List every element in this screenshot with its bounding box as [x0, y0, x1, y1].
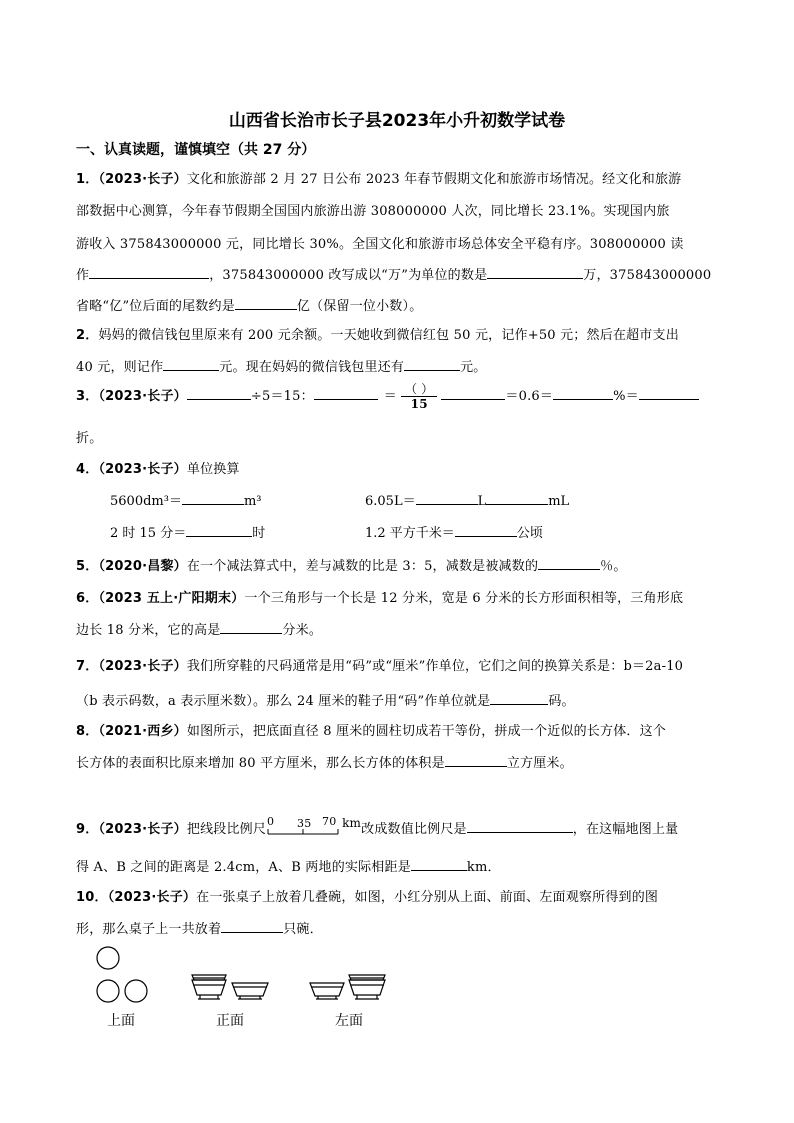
- answer-blank[interactable]: [89, 266, 209, 279]
- answer-blank[interactable]: [411, 858, 467, 871]
- scale-unit: km: [342, 816, 362, 830]
- answer-blank[interactable]: [163, 358, 219, 371]
- q4-line1: 4．（2023·长子）单位换算: [76, 462, 240, 477]
- answer-blank[interactable]: [445, 754, 507, 767]
- front-view: [192, 975, 268, 999]
- answer-blank[interactable]: [486, 492, 548, 505]
- answer-blank[interactable]: [538, 557, 600, 570]
- q1-source: （2023·长子）: [98, 172, 187, 187]
- q9-line2: 得 A、B 之间的距离是 2.4cm，A、B 两地的实际相距是 km．: [76, 860, 501, 875]
- answer-blank[interactable]: [186, 524, 252, 537]
- answer-blank[interactable]: [639, 387, 699, 400]
- q6-line1: 6．（2023 五上·广阳期末）一个三角形与一个长是 12 分米，宽是 6 分米的长方形面积相等，三角形底: [76, 591, 684, 606]
- scale-label-0: 0: [267, 815, 275, 828]
- answer-blank[interactable]: [235, 297, 297, 310]
- q1-line5: 省略“亿”位后面的尾数约是 亿（保留一位小数）。: [76, 299, 423, 314]
- answer-blank[interactable]: [467, 820, 573, 833]
- answer-blank[interactable]: [416, 492, 478, 505]
- q4-item-a: 5600dm³＝ m³: [110, 494, 262, 509]
- page-title: 山西省长治市长子县2023年小升初数学试卷: [228, 111, 566, 131]
- answer-blank[interactable]: [455, 524, 517, 537]
- q5-line1: 5．（2020·昌黎）在一个减法算式中，差与减数的比是 3：5，减数是被减数的 ％。: [76, 559, 627, 574]
- answer-blank[interactable]: [182, 492, 244, 505]
- answer-blank[interactable]: [314, 387, 378, 400]
- answer-blank[interactable]: [487, 266, 583, 279]
- answer-blank[interactable]: [220, 621, 282, 634]
- q3-line1: 3．（2023·长子） ÷5＝15： ＝ $\frac{( )}{15}$ ＝0.6＝ %＝: [76, 382, 699, 411]
- left-view: [310, 975, 385, 999]
- q1-line1: 1．（2023·长子）文化和旅游部 2 月 27 日公布 2023 年春节假期文化和旅游市场情况。经文化和旅游: [76, 172, 682, 187]
- answer-blank[interactable]: [221, 920, 283, 933]
- q1-line2: 部数据中心测算，今年春节假期全国国内旅游出游 308000000 人次，同比增长 23.1%。实现国内旅: [76, 204, 670, 219]
- scale-bar-graphic: [266, 815, 342, 837]
- q7-line2: （b 表示码数，a 表示厘米数）。那么 24 厘米的鞋子用“码”作单位就是 码。: [76, 694, 575, 709]
- q2-line1: 2．妈妈的微信钱包里原来有 200 元余额。一天她收到微信红包 50 元，记作+50 元；然后在超市支出: [76, 328, 679, 343]
- q1-line4: 作 ，375843000000 改写成以“万”为单位的数是 万，375843000000: [76, 268, 712, 283]
- line-scale-bar: [266, 815, 342, 837]
- top-view: [97, 947, 147, 1002]
- answer-blank[interactable]: [187, 387, 251, 400]
- q8-line1: 8．（2021·西乡）如图所示，把底面直径 8 厘米的圆柱切成若干等份，拼成一个近似的长方体．这个: [76, 724, 667, 739]
- label-top-view: 上面: [107, 1013, 135, 1029]
- q4-item-c: 2 时 15 分＝ 时: [110, 526, 266, 541]
- q9-line1: 9．（2023·长子）把线段比例尺 0 35 70 km改成数值比例尺是 ，在这幅地图上量: [76, 815, 679, 837]
- q7-line1: 7．（2023·长子）我们所穿鞋的尺码通常是用“码”或“厘米”作单位，它们之间的换算关系是：b＝2a-10: [76, 659, 684, 674]
- answer-blank[interactable]: [404, 358, 460, 371]
- q10-line1: 10．（2023·长子）在一张桌子上放着几叠碗，如图，小红分别从上面、前面、左面观察所得到的图: [76, 890, 659, 905]
- q3-line2: 折。: [76, 431, 103, 446]
- label-front-view: 正面: [216, 1013, 244, 1029]
- answer-blank[interactable]: [490, 692, 548, 705]
- answer-blank[interactable]: [553, 387, 613, 400]
- bowl-views-figure: [90, 942, 400, 1012]
- q8-line2: 长方体的表面积比原来增加 80 平方厘米，那么长方体的体积是 立方厘米。: [76, 756, 573, 771]
- q1-line3: 游收入 375843000000 元，同比增长 30%。全国文化和旅游市场总体安全平稳有序。308000000 读: [76, 237, 684, 252]
- scale-label-35: 35: [297, 817, 312, 830]
- q10-line2: 形，那么桌子上一共放着 只碗．: [76, 922, 323, 937]
- label-left-view: 左面: [335, 1013, 363, 1029]
- scale-label-70: 70: [322, 815, 337, 828]
- q6-line2: 边长 18 分米，它的高是 分米。: [76, 623, 323, 638]
- section-heading: 一、认真读题，谨慎填空（共 27 分）: [76, 142, 316, 158]
- q4-item-d: 1.2 平方千米＝ 公顷: [365, 526, 543, 541]
- answer-blank[interactable]: [441, 387, 505, 400]
- fraction: $\frac{( )}{15}$: [401, 382, 437, 411]
- q2-line2: 40 元，则记作 元。现在妈妈的微信钱包里还有 元。: [76, 360, 487, 375]
- q4-item-b: 6.05L＝ L mL: [365, 494, 570, 509]
